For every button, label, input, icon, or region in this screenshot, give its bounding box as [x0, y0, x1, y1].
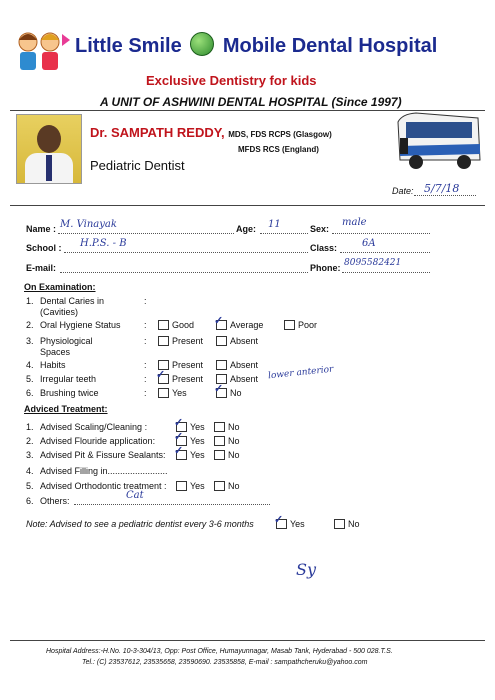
irregular-check-mark: ✓ [156, 369, 166, 381]
exam-colon-5: : [144, 374, 147, 384]
exam-label-2: Oral Hygiene Status [40, 320, 121, 330]
others-value: Cat [126, 490, 144, 501]
age-value: 11 [268, 219, 281, 230]
exam-label-1: Dental Caries in [40, 296, 105, 306]
spaces-absent-checkbox[interactable] [216, 336, 227, 346]
footer-divider [10, 640, 485, 641]
sex-value: male [342, 217, 367, 228]
irregular-note: lower anterior [267, 364, 334, 382]
treat-num-6: 6. [26, 496, 34, 506]
treatment-heading: Adviced Treatment: [24, 404, 108, 414]
note-text: Note: Advised to see a pediatric dentist every 3-6 months [26, 519, 254, 529]
title-right: Mobile Dental Hospital [222, 35, 438, 57]
name-label: Name : [26, 224, 57, 234]
ortho-yes-label: Yes [190, 481, 205, 491]
doctor-photo [16, 114, 82, 184]
others-line [74, 504, 270, 505]
unit-line: A UNIT OF ASHWINI DENTAL HOSPITAL (Since 1997) [100, 95, 402, 109]
scaling-yes-label: Yes [190, 422, 205, 432]
date-value: 5/7/18 [424, 182, 460, 195]
treat-num-1: 1. [26, 422, 34, 432]
exam-num-2: 2. [26, 320, 34, 330]
treat-label-3: Advised Pit & Fissure Sealants: [40, 450, 166, 460]
ortho-yes-checkbox[interactable] [176, 481, 187, 491]
title-left: Little Smile [75, 35, 182, 57]
good-label: Good [172, 320, 195, 330]
kids-logo-icon [8, 28, 74, 78]
footer-contact: Tel.: (C) 23537612, 23535658, 23590690. 23535858, E-mail : sampathcheruku@yahoo.com [82, 659, 368, 666]
exam-num-5: 5. [26, 374, 34, 384]
exam-colon-3: : [144, 336, 147, 346]
exam-label-1b: (Cavities) [40, 307, 79, 317]
flouride-check-mark: ✓ [174, 431, 184, 443]
sex-line [332, 233, 430, 234]
treat-num-3: 3. [26, 450, 34, 460]
date-label: Date: [392, 186, 414, 196]
date-line [414, 195, 476, 196]
exam-label-3b: Spaces [40, 347, 71, 357]
exam-colon-4: : [144, 360, 147, 370]
treat-label-2: Advised Flouride application: [40, 436, 156, 446]
exam-num-6: 6. [26, 388, 34, 398]
examination-heading: On Examination: [24, 282, 96, 292]
poor-label: Poor [298, 320, 318, 330]
sealants-check-mark: ✓ [174, 445, 184, 457]
scaling-no-checkbox[interactable] [214, 422, 225, 432]
brushing-yes-checkbox[interactable] [158, 388, 169, 398]
note-yes-label: Yes [290, 519, 305, 529]
phone-line [342, 272, 430, 273]
habits-absent-checkbox[interactable] [216, 360, 227, 370]
note-no-checkbox[interactable] [334, 519, 345, 529]
exam-num-3: 3. [26, 336, 34, 346]
school-value: H.P.S. - B [80, 238, 127, 249]
exam-num-4: 4. [26, 360, 34, 370]
name-line [58, 233, 234, 234]
exam-label-3: Physiological [40, 336, 93, 346]
hospital-title [75, 32, 437, 58]
irregular-absent-label: Absent [230, 374, 259, 384]
mobile-bus-icon [392, 108, 484, 174]
exam-label-5: Irregular teeth [40, 374, 97, 384]
exam-label-6: Brushing twice [40, 388, 99, 398]
average-label: Average [230, 320, 264, 330]
patient-divider [10, 205, 485, 206]
school-label: School : [26, 243, 62, 253]
name-value: M. Vinayak [60, 219, 117, 230]
habits-present-label: Present [172, 360, 204, 370]
flouride-no-label: No [228, 436, 240, 446]
brushing-check-mark: ✓ [214, 383, 224, 395]
flouride-no-checkbox[interactable] [214, 436, 225, 446]
brushing-yes-label: Yes [172, 388, 187, 398]
treat-label-4: Advised Filling in........................ [40, 466, 168, 476]
doctor-role: Pediatric Dentist [90, 158, 185, 173]
exam-num-1: 1. [26, 296, 34, 306]
good-checkbox[interactable] [158, 320, 169, 330]
footer-address: Hospital Address:-H.No. 10-3-304/13, Opp: Post Office, Humayunnagar, Masab Tank, Hyderabad - 500 028.T.S. [46, 648, 393, 655]
doctor-name: Dr. SAMPATH REDDY, MDS, FDS RCPS (Glasgow) [90, 125, 332, 140]
ortho-no-label: No [228, 481, 240, 491]
ortho-no-checkbox[interactable] [214, 481, 225, 491]
school-line [64, 252, 308, 253]
class-value: 6A [362, 238, 376, 249]
treat-label-1: Advised Scaling/Cleaning : [40, 422, 148, 432]
sealants-no-checkbox[interactable] [214, 450, 225, 460]
irregular-present-label: Present [172, 374, 204, 384]
note-no-label: No [348, 519, 360, 529]
sealants-yes-label: Yes [190, 450, 205, 460]
treat-num-4: 4. [26, 466, 34, 476]
scaling-check-mark: ✓ [174, 417, 184, 429]
age-line [260, 233, 308, 234]
treat-num-2: 2. [26, 436, 34, 446]
doctor-quals-2: MFDS RCS (England) [238, 145, 319, 154]
class-label: Class: [310, 243, 338, 253]
treat-label-6: Others: [40, 496, 70, 506]
exam-colon-6: : [144, 388, 147, 398]
flouride-yes-label: Yes [190, 436, 205, 446]
spaces-present-label: Present [172, 336, 204, 346]
sealants-no-label: No [228, 450, 240, 460]
exam-colon-2: : [144, 320, 147, 330]
class-line [340, 252, 430, 253]
average-check-mark: ✓ [214, 315, 224, 327]
habits-absent-label: Absent [230, 360, 259, 370]
poor-checkbox[interactable] [284, 320, 295, 330]
spaces-absent-label: Absent [230, 336, 259, 346]
phone-label: Phone: [310, 263, 341, 273]
sex-label: Sex: [310, 224, 330, 234]
exam-colon-1: : [144, 296, 147, 306]
subtitle: Exclusive Dentistry for kids [146, 73, 317, 88]
spaces-present-checkbox[interactable] [158, 336, 169, 346]
scaling-no-label: No [228, 422, 240, 432]
email-label: E-mail: [26, 263, 57, 273]
treat-label-5: Advised Orthodontic treatment : [40, 481, 167, 491]
exam-label-4: Habits [40, 360, 66, 370]
note-check-mark: ✓ [274, 514, 284, 526]
treat-num-5: 5. [26, 481, 34, 491]
brushing-no-label: No [230, 388, 242, 398]
email-line [60, 272, 308, 273]
age-label: Age: [236, 224, 256, 234]
tooth-globe-icon [190, 32, 214, 56]
phone-value: 8095582421 [344, 258, 402, 268]
doctor-signature: Sy [296, 560, 316, 579]
